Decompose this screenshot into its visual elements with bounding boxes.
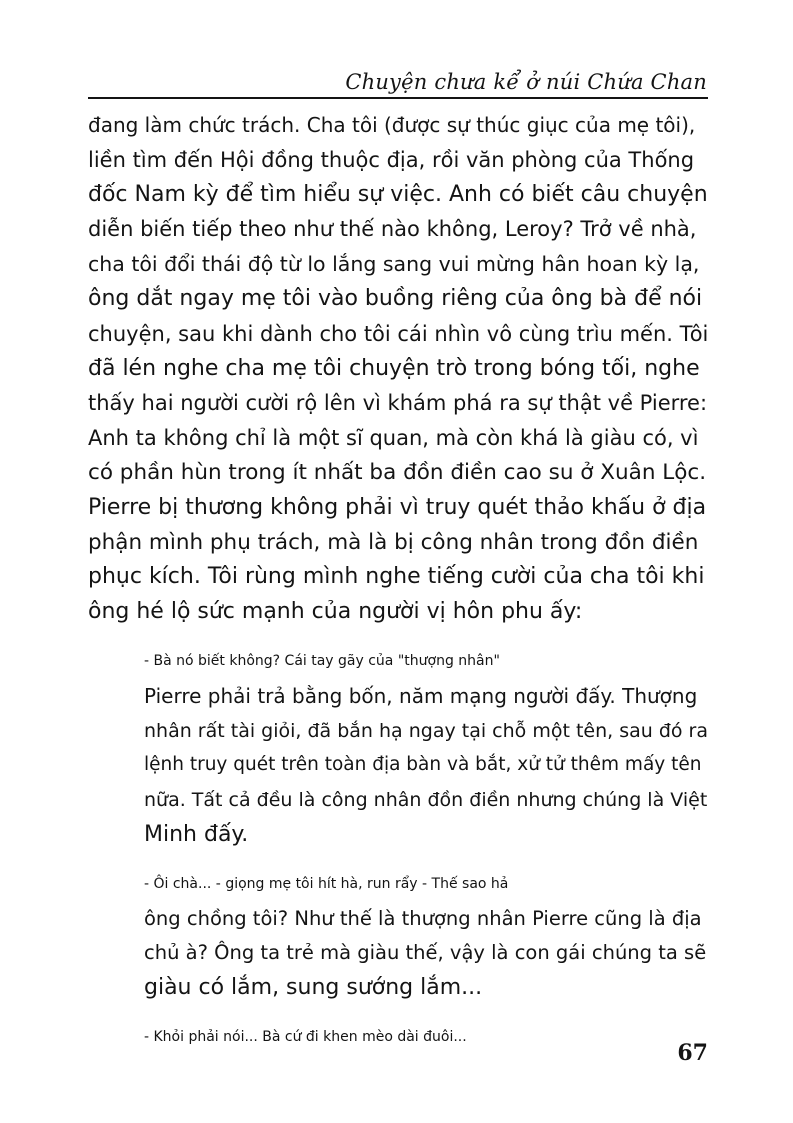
- text-line: Minh đấy.: [144, 821, 249, 847]
- text-line: nữa. Tất cả đều là công nhân đồn điền nhưng chúng là Việt: [144, 789, 708, 812]
- paragraph-3: [88, 867, 708, 1006]
- text-line: diễn biến tiếp theo như thế nào không, Leroy? Trở về nhà,: [88, 217, 697, 242]
- text-line: liền tìm đến Hội đồng thuộc địa, rồi văn phòng của Thống: [88, 147, 695, 172]
- text-line: - Ôi chà... - giọng mẹ tôi hít hà, run rẩy - Thế sao hả: [144, 875, 509, 892]
- text-line: - Bà nó biết không? Cái tay gãy của "thượng nhân": [144, 652, 500, 669]
- body-text: [88, 108, 708, 1055]
- paragraph-2: [88, 644, 708, 853]
- paragraph-1: [88, 108, 708, 630]
- text-line: Pierre phải trả bằng bốn, năm mạng người đấy. Thượng: [144, 683, 698, 708]
- text-line: đã lén nghe cha mẹ tôi chuyện trò trong bóng tối, nghe: [88, 355, 700, 381]
- text-line: Pierre bị thương không phải vì truy quét thảo khấu ở địa: [88, 494, 707, 520]
- text-line: đốc Nam kỳ để tìm hiểu sự việc. Anh có biết câu chuyện: [88, 181, 708, 207]
- text-line: chuyện, sau khi dành cho tôi cái nhìn vô cùng trìu mến. Tôi: [88, 321, 709, 346]
- text-line: ông chồng tôi? Như thế là thượng nhân Pierre cũng là địa: [144, 906, 702, 930]
- text-line: có phần hùn trong ít nhất ba đồn điền cao su ở Xuân Lộc.: [88, 459, 707, 485]
- text-line: nhân rất tài giỏi, đã bắn hạ ngay tại chỗ một tên, sau đó ra: [144, 719, 709, 742]
- text-line: đang làm chức trách. Cha tôi (được sự thúc giục của mẹ tôi),: [88, 113, 696, 137]
- paragraph-4: [88, 1020, 708, 1055]
- text-line: Anh ta không chỉ là một sĩ quan, mà còn khá là giàu có, vì: [88, 426, 699, 451]
- text-line: - Khỏi phải nói... Bà cứ đi khen mèo dài đuôi...: [144, 1028, 467, 1045]
- text-line: phận mình phụ trách, mà là bị công nhân trong đồn điền: [88, 529, 699, 555]
- text-line: chủ à? Ông ta trẻ mà giàu thế, vậy là con gái chúng ta sẽ: [144, 941, 707, 965]
- text-line: lệnh truy quét trên toàn địa bàn và bắt, xử tử thêm mấy tên: [144, 754, 702, 776]
- text-line: giàu có lắm, sung sướng lắm...: [144, 975, 483, 1001]
- text-line: ông dắt ngay mẹ tôi vào buồng riêng của ông bà để nói: [88, 285, 703, 311]
- text-line: phục kích. Tôi rùng mình nghe tiếng cười của cha tôi khi: [88, 564, 705, 590]
- page-number: 67: [677, 1040, 708, 1066]
- header-rule: [88, 97, 708, 99]
- text-line: ông hé lộ sức mạnh của người vị hôn phu ấy:: [88, 599, 583, 625]
- text-line: cha tôi đổi thái độ từ lo lắng sang vui mừng hân hoan kỳ lạ,: [88, 252, 700, 277]
- running-header-title: Chuyện chưa kể ở núi Chứa Chan: [345, 70, 707, 94]
- text-line: thấy hai người cười rộ lên vì khám phá ra sự thật về Pierre:: [88, 391, 708, 416]
